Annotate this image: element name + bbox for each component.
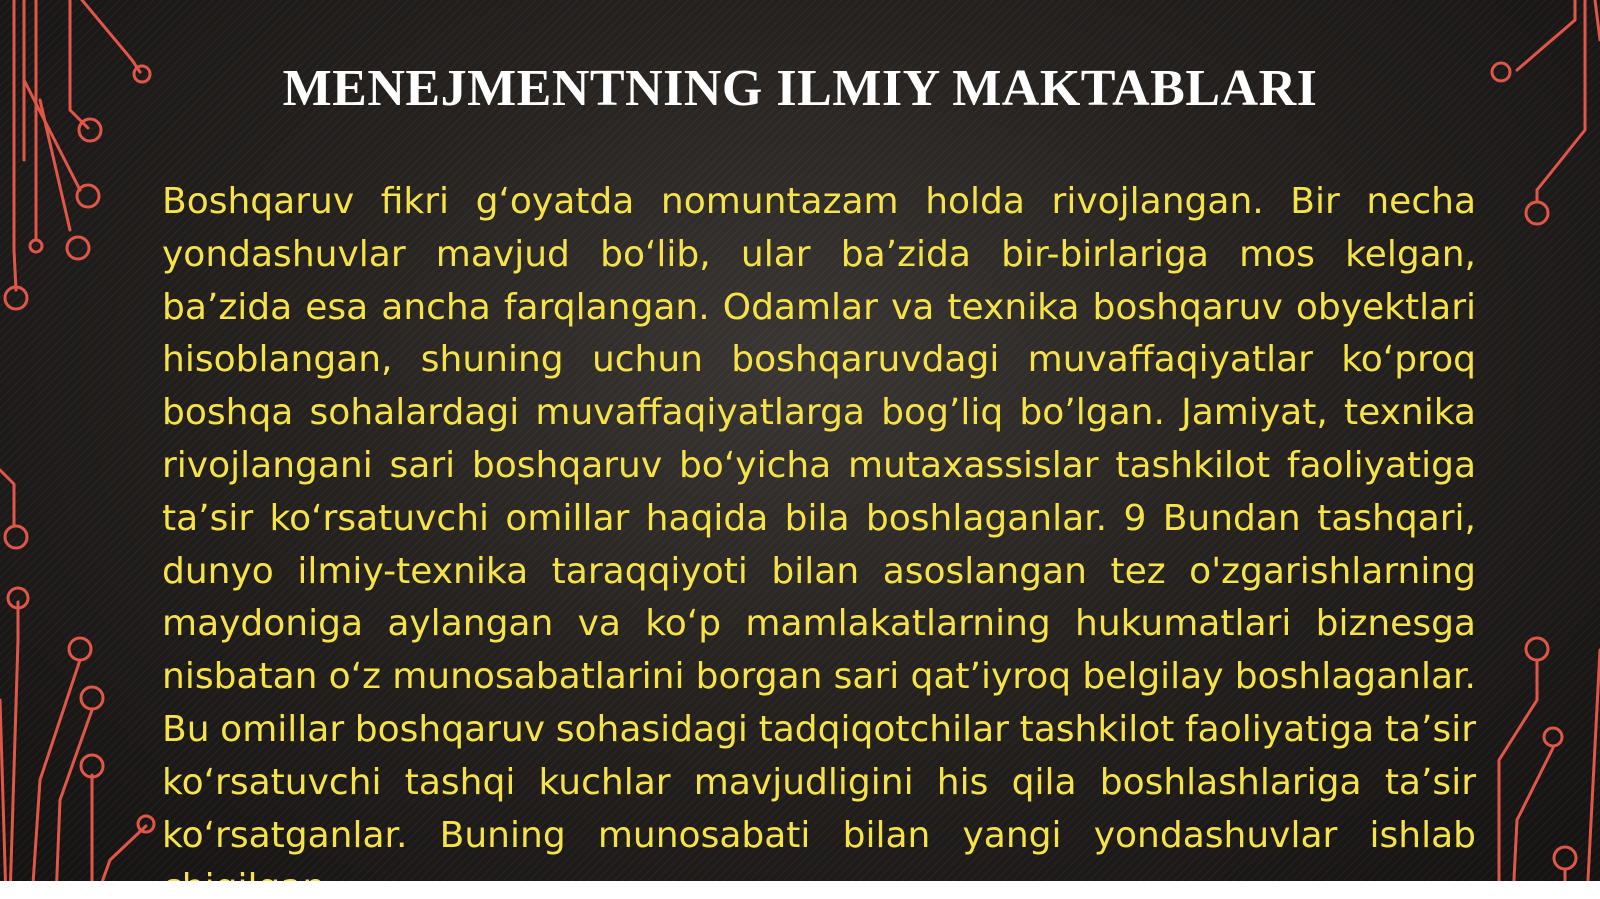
slide-title: MENEJMENTNING ILMIY MAKTABLARI: [282, 60, 1318, 117]
slide-body-text: Boshqaruv fikri g‘oyatda nomuntazam holda rivojlangan. Bir necha yondashuvlar mavjud bo‘lib, ular ba’zida bir-birlariga mos kelgan, ba’zida esa ancha farqlangan. Odamlar va texnika boshqaruv obyektlari hisoblangan, shuning uchun boshqaruvdagi muvaffaqiyatlar ko‘proq boshqa sohalardagi muvaffaqiyatlarga bog’liq bo’lgan. Jamiyat, texnika rivojlangani sari boshqaruv bo‘yicha mutaxassislar tashkilot faoliyatiga ta’sir ko‘rsatuvchi omillar haqida bila boshlaganlar. 9 Bundan tashqari, dunyo ilmiy-texnika taraqqiyoti bilan asoslangan tez o'zgarishlarning maydoniga aylangan va ko‘p mamlakatlarning hukumatlari biznesga nisbatan o‘z munosabatlarini borgan sari qat’iyroq belgilay boshlaganlar. Bu omillar boshqaruv sohasidagi tadqiqotchilar tashkilot faoliyatiga ta’sir ko‘rsatuvchi tashqi kuchlar mavjudligini his qila boshlashlariga ta’sir ko‘rsatganlar. Buning munosabati bilan yangi yondashuvlar ishlab: [162, 181, 1476, 856]
left-circuit-decoration: [0, 0, 175, 899]
bottom-strip: [0, 881, 1600, 899]
